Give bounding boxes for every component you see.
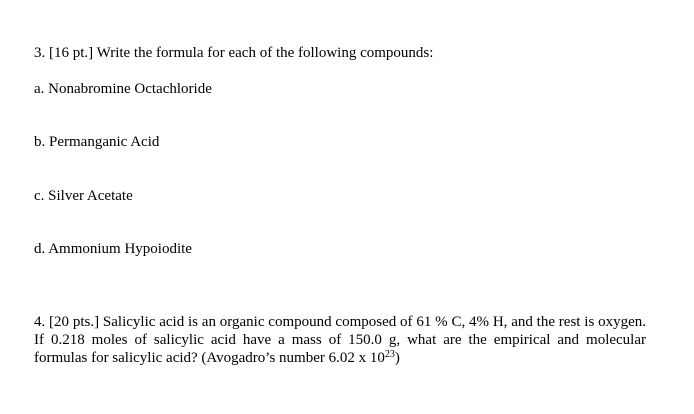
question-3b xyxy=(34,133,159,151)
closing-paren: ) xyxy=(394,350,400,366)
part-text: Silver Acetate xyxy=(48,188,133,204)
question-3a xyxy=(34,80,212,98)
part-text: Permanganic Acid xyxy=(49,134,160,150)
part-text: Ammonium Hypoiodite xyxy=(48,241,192,257)
part-label: a. xyxy=(34,81,45,97)
part-label: d. xyxy=(34,241,46,257)
question-3-prompt: 3. [16 pt.] Write the formula for each of the following compounds: xyxy=(34,45,434,61)
exponent: 23 xyxy=(384,349,395,360)
question-4-text: 4. [20 pts.] Salicylic acid is an organic compound composed of 61 % C, 4% H, and the rest is oxygen. If 0.218 moles of salicylic acid have a mass of 150.0 g, what are the empirical and molecular formulas for salicylic acid? (Avogadro’s number 6.02 x 10 xyxy=(34,314,646,366)
question-3c xyxy=(34,187,133,205)
part-label: b. xyxy=(34,134,46,150)
part-label: c. xyxy=(34,188,45,204)
part-text: Nonabromine Octachloride xyxy=(48,81,212,97)
question-3d xyxy=(34,240,192,258)
question-4-prompt xyxy=(34,313,646,367)
